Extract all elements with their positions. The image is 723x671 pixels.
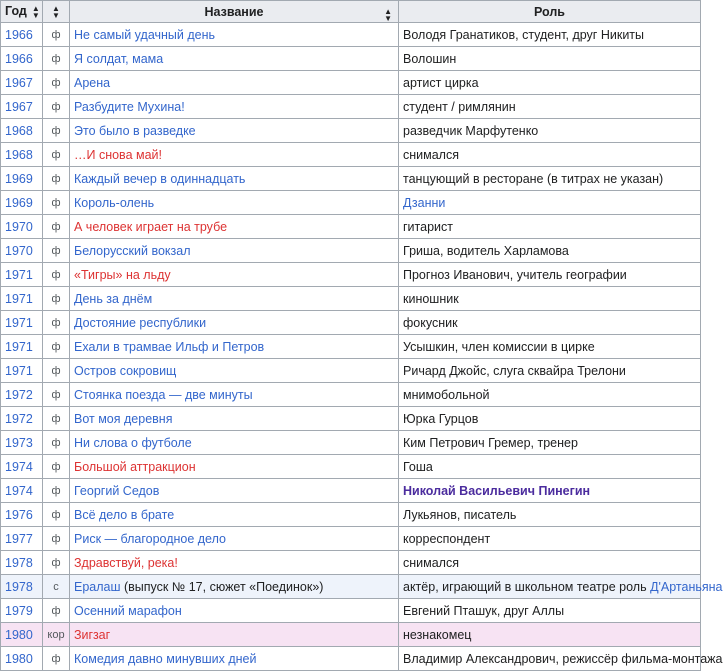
- title-cell: [70, 119, 399, 143]
- title-cell: [70, 71, 399, 95]
- type-cell: ф: [43, 95, 70, 119]
- role-cell: [399, 239, 701, 263]
- year-link[interactable]: 1968: [1, 143, 43, 167]
- title-cell: [70, 623, 399, 647]
- type-cell: ф: [43, 191, 70, 215]
- role-text: Гоша: [403, 459, 433, 474]
- role-cell: [399, 287, 701, 311]
- year-link[interactable]: 1968: [1, 119, 43, 143]
- role-link[interactable]: Дзанни: [403, 195, 446, 210]
- title-cell: [70, 647, 399, 671]
- title-link[interactable]: Это было в разведке: [74, 123, 196, 138]
- role-text: Ричард Джойс, слуга сквайра Трелони: [403, 363, 626, 378]
- role-text: танцующий в ресторане (в титрах не указан): [403, 171, 664, 186]
- type-cell: ф: [43, 527, 70, 551]
- title-link[interactable]: Каждый вечер в одиннадцать: [74, 171, 246, 186]
- role-cell: [399, 47, 701, 71]
- type-cell: ф: [43, 599, 70, 623]
- title-cell: [70, 455, 399, 479]
- title-cell: [70, 431, 399, 455]
- type-cell: ф: [43, 551, 70, 575]
- role-text: студент / римлянин: [403, 99, 516, 114]
- role-text: Володя Гранатиков, студент, друг Никиты: [403, 27, 645, 42]
- role-text: актёр, играющий в школьном театре роль: [403, 579, 651, 594]
- title-link[interactable]: Риск — благородное дело: [74, 531, 226, 546]
- role-cell: [399, 479, 701, 503]
- table-row: [1, 359, 701, 383]
- role-text: Прогноз Иванович, учитель географии: [403, 267, 627, 282]
- type-cell: ф: [43, 239, 70, 263]
- type-cell: ф: [43, 47, 70, 71]
- type-cell: ф: [43, 167, 70, 191]
- role-cell: [399, 455, 701, 479]
- title-cell: [70, 167, 399, 191]
- title-link[interactable]: Ералаш: [74, 579, 121, 594]
- year-link[interactable]: 1971: [1, 335, 43, 359]
- role-cell: [399, 71, 701, 95]
- type-cell: ф: [43, 479, 70, 503]
- title-cell: [70, 383, 399, 407]
- year-link[interactable]: 1971: [1, 359, 43, 383]
- title-link[interactable]: Стоянка поезда — две минуты: [74, 387, 253, 402]
- year-link[interactable]: 1967: [1, 95, 43, 119]
- title-cell: [70, 359, 399, 383]
- role-text: незнакомец: [403, 627, 472, 642]
- title-link[interactable]: Белорусский вокзал: [74, 243, 191, 258]
- title-link[interactable]: Комедия давно минувших дней: [74, 651, 257, 666]
- table-row: [1, 551, 701, 575]
- role-text: Ким Петрович Гремер, тренер: [403, 435, 578, 450]
- year-link[interactable]: 1971: [1, 311, 43, 335]
- year-link[interactable]: 1972: [1, 407, 43, 431]
- title-cell: [70, 263, 399, 287]
- role-cell: [399, 95, 701, 119]
- table-row: [1, 311, 701, 335]
- role-cell: [399, 119, 701, 143]
- type-cell: ф: [43, 647, 70, 671]
- role-text: снимался: [403, 147, 459, 162]
- year-link[interactable]: 1980: [1, 623, 43, 647]
- table-row: [1, 623, 701, 647]
- year-link[interactable]: 1976: [1, 503, 43, 527]
- title-link[interactable]: Зигзаг: [74, 627, 111, 642]
- type-cell: ф: [43, 119, 70, 143]
- table-row: [1, 527, 701, 551]
- year-link[interactable]: 1966: [1, 23, 43, 47]
- table-row: [1, 143, 701, 167]
- year-link[interactable]: 1977: [1, 527, 43, 551]
- role-cell: [399, 215, 701, 239]
- type-cell: ф: [43, 503, 70, 527]
- type-cell: ф: [43, 407, 70, 431]
- role-text: фокусник: [403, 315, 458, 330]
- title-link[interactable]: День за днём: [74, 291, 153, 306]
- table-row: [1, 455, 701, 479]
- year-link[interactable]: 1974: [1, 479, 43, 503]
- table-row: [1, 335, 701, 359]
- type-cell: ф: [43, 311, 70, 335]
- table-row: [1, 71, 701, 95]
- table-row: [1, 647, 701, 671]
- role-cell: [399, 527, 701, 551]
- title-suffix: (выпуск № 17, сюжет «Поединок»): [120, 579, 324, 594]
- title-cell: [70, 311, 399, 335]
- title-cell: [70, 239, 399, 263]
- table-row: [1, 575, 701, 599]
- role-cell: [399, 359, 701, 383]
- type-cell: ф: [43, 455, 70, 479]
- title-link[interactable]: Большой аттракцион: [74, 459, 196, 474]
- table-row: [1, 95, 701, 119]
- sort-icon[interactable]: ▲ ▼: [52, 3, 60, 20]
- role-text: разведчик Марфутенко: [403, 123, 539, 138]
- table-row: [1, 479, 701, 503]
- year-link[interactable]: 1971: [1, 263, 43, 287]
- year-link[interactable]: 1969: [1, 167, 43, 191]
- type-cell: ф: [43, 287, 70, 311]
- role-text: Волошин: [403, 51, 457, 66]
- title-cell: [70, 599, 399, 623]
- type-cell: ф: [43, 23, 70, 47]
- title-cell: [70, 47, 399, 71]
- title-link[interactable]: Ни слова о футболе: [74, 435, 192, 450]
- year-link[interactable]: 1973: [1, 431, 43, 455]
- role-text: артист цирка: [403, 75, 479, 90]
- role-cell: [399, 191, 701, 215]
- year-link[interactable]: 1969: [1, 191, 43, 215]
- title-link[interactable]: Георгий Седов: [74, 483, 160, 498]
- role-cell: [399, 503, 701, 527]
- title-link[interactable]: Разбудите Мухина!: [74, 99, 185, 114]
- year-link[interactable]: 1971: [1, 287, 43, 311]
- type-cell: ф: [43, 359, 70, 383]
- type-cell: с: [43, 575, 70, 599]
- type-cell: ф: [43, 383, 70, 407]
- title-cell: [70, 527, 399, 551]
- role-text: мнимобольной: [403, 387, 490, 402]
- role-text: Владимир Александрович, режиссёр фильма-монтажа: [403, 651, 723, 666]
- role-cell: [399, 335, 701, 359]
- title-link[interactable]: «Тигры» на льду: [74, 267, 171, 282]
- sort-icon[interactable]: ▲ ▼: [31, 3, 40, 20]
- role-cell: [399, 431, 701, 455]
- table-row: [1, 239, 701, 263]
- type-cell: ф: [43, 335, 70, 359]
- table-row: [1, 167, 701, 191]
- type-cell: ф: [43, 71, 70, 95]
- title-cell: [70, 407, 399, 431]
- title-cell: [70, 551, 399, 575]
- table-row: [1, 383, 701, 407]
- role-cell: [399, 623, 701, 647]
- role-text: гитарист: [403, 219, 453, 234]
- table-header-row: [1, 1, 701, 23]
- table-row: [1, 599, 701, 623]
- table-row: [1, 287, 701, 311]
- type-cell: кор: [43, 623, 70, 647]
- table-row: [1, 47, 701, 71]
- table-row: [1, 215, 701, 239]
- role-text: корреспондент: [403, 531, 491, 546]
- col-header-type[interactable]: [43, 1, 70, 23]
- title-cell: [70, 287, 399, 311]
- title-link[interactable]: Ехали в трамвае Ильф и Петров: [74, 339, 265, 354]
- role-cell: [399, 647, 723, 671]
- role-cell: [399, 263, 701, 287]
- role-cell: [399, 383, 701, 407]
- year-link[interactable]: 1979: [1, 599, 43, 623]
- title-link[interactable]: Остров сокровищ: [74, 363, 177, 378]
- title-link[interactable]: Король-олень: [74, 195, 155, 210]
- col-header-title[interactable]: [70, 1, 399, 23]
- table-row: [1, 407, 701, 431]
- year-link[interactable]: 1970: [1, 215, 43, 239]
- role-cell: [399, 311, 701, 335]
- title-link[interactable]: Всё дело в брате: [74, 507, 175, 522]
- year-link[interactable]: 1967: [1, 71, 43, 95]
- year-link[interactable]: 1970: [1, 239, 43, 263]
- role-cell: [399, 23, 701, 47]
- role-text: снимался: [403, 555, 459, 570]
- year-link[interactable]: 1974: [1, 455, 43, 479]
- role-cell: [399, 167, 701, 191]
- table-row: [1, 431, 701, 455]
- title-link[interactable]: Достояние республики: [74, 315, 207, 330]
- year-link[interactable]: 1978: [1, 551, 43, 575]
- role-text: Лукьянов, писатель: [403, 507, 517, 522]
- title-cell: [70, 503, 399, 527]
- role-link[interactable]: Д'Артаньяна: [650, 579, 723, 594]
- role-text: Гриша, водитель Харламова: [403, 243, 569, 258]
- year-link[interactable]: 1966: [1, 47, 43, 71]
- title-cell: [70, 215, 399, 239]
- type-cell: ф: [43, 143, 70, 167]
- title-link[interactable]: А человек играет на трубе: [74, 219, 228, 234]
- col-header-role-label: Роль: [534, 4, 565, 19]
- title-link[interactable]: Осенний марафон: [74, 603, 182, 618]
- table-row: [1, 191, 701, 215]
- title-link[interactable]: Вот моя деревня: [74, 411, 173, 426]
- title-cell: [70, 335, 399, 359]
- title-link[interactable]: …И снова май!: [74, 147, 162, 162]
- title-cell: [70, 95, 399, 119]
- title-link[interactable]: Я солдат, мама: [74, 51, 164, 66]
- title-cell: [70, 143, 399, 167]
- year-link[interactable]: 1980: [1, 647, 43, 671]
- type-cell: ф: [43, 215, 70, 239]
- role-link[interactable]: Николай Васильевич Пинегин: [403, 483, 591, 498]
- table-row: [1, 23, 701, 47]
- table-body: [1, 23, 723, 671]
- title-link[interactable]: Не самый удачный день: [74, 27, 216, 42]
- role-cell: [399, 143, 701, 167]
- role-text: Юрка Гурцов: [403, 411, 479, 426]
- title-link[interactable]: Арена: [74, 75, 111, 90]
- type-cell: ф: [43, 431, 70, 455]
- role-cell: [399, 407, 701, 431]
- col-header-title-label: Название: [204, 4, 264, 19]
- col-header-year[interactable]: [1, 1, 43, 23]
- table-row: [1, 263, 701, 287]
- role-text: киношник: [403, 291, 459, 306]
- sort-icon[interactable]: ▲ ▼: [384, 7, 392, 23]
- col-header-year-label: Год: [5, 4, 27, 19]
- table-row: [1, 503, 701, 527]
- title-cell: [70, 23, 399, 47]
- title-cell: [70, 191, 399, 215]
- role-cell: [399, 575, 723, 599]
- col-header-role: [399, 1, 701, 23]
- type-cell: ф: [43, 263, 70, 287]
- role-cell: [399, 551, 701, 575]
- role-text: Усышкин, член комиссии в цирке: [403, 339, 595, 354]
- title-cell: [70, 479, 399, 503]
- title-cell: [70, 575, 399, 599]
- year-link[interactable]: 1978: [1, 575, 43, 599]
- table-row: [1, 119, 701, 143]
- role-cell: [399, 599, 701, 623]
- role-text: Евгений Пташук, друг Аллы: [403, 603, 565, 618]
- year-link[interactable]: 1972: [1, 383, 43, 407]
- title-link[interactable]: Здравствуй, река!: [74, 555, 178, 570]
